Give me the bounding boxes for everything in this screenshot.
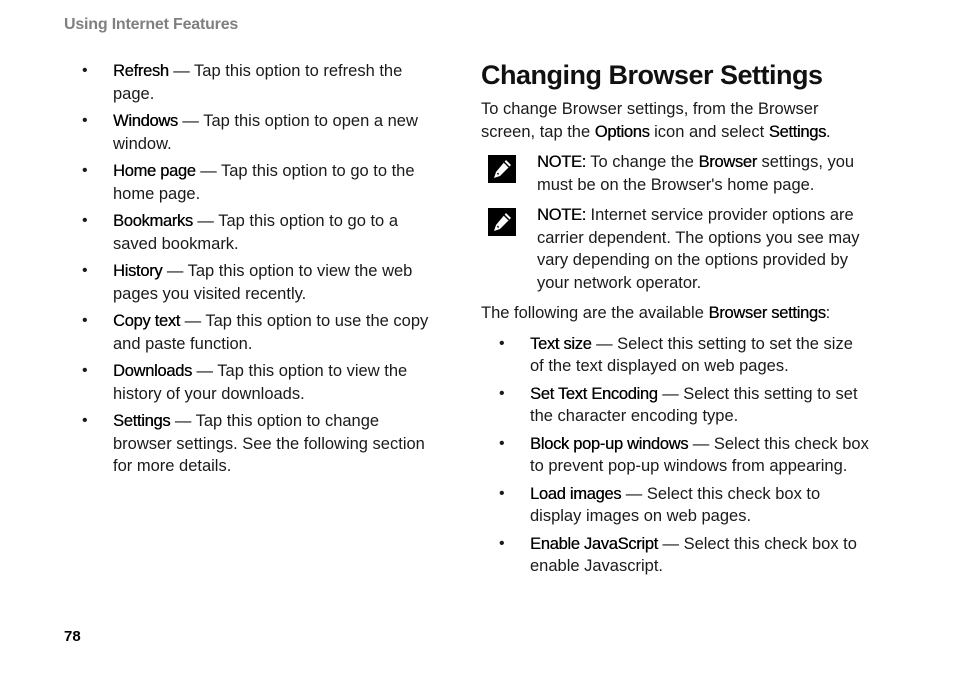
list-item xyxy=(80,360,435,405)
bullet: • xyxy=(82,212,88,229)
settings-intro-paragraph xyxy=(481,302,871,325)
item-description: — Select this setting to set the size of the text displayed on web pages. xyxy=(530,334,853,375)
item-term: History xyxy=(113,262,163,280)
settings-intro-text: The following are the available xyxy=(481,304,709,322)
item-term: Text size xyxy=(530,334,592,353)
right-column xyxy=(481,58,871,583)
bullet: • xyxy=(499,534,505,552)
item-description: — Select this check box to display images on web pages. xyxy=(530,484,821,525)
item-term: Downloads xyxy=(113,362,192,380)
intro-text: icon and select xyxy=(649,122,769,141)
intro-settings-term: Settings xyxy=(768,122,826,141)
list-item xyxy=(80,110,435,155)
list-item xyxy=(80,260,435,305)
item-term: Block pop-up windows xyxy=(530,434,689,453)
intro-text: To change Browser settings, from the Browser screen, tap the xyxy=(481,100,819,141)
item-description: — Tap this option to view the history of your downloads. xyxy=(113,362,408,403)
intro-options-term: Options xyxy=(594,122,650,141)
bullet: • xyxy=(499,384,505,402)
list-item xyxy=(481,533,871,578)
note-browser-home xyxy=(481,151,871,196)
item-description: — Tap this option to go to the home page. xyxy=(113,162,415,203)
item-description: — Tap this option to open a new window. xyxy=(113,112,418,153)
running-header: Using Internet Features xyxy=(64,16,239,33)
internet-options-list xyxy=(80,60,435,478)
item-term: Home page xyxy=(113,162,196,180)
list-item xyxy=(80,410,435,478)
item-term: Set Text Encoding xyxy=(530,384,658,403)
list-item xyxy=(481,333,871,378)
bullet: • xyxy=(499,334,505,352)
browser-settings-list xyxy=(481,333,871,578)
left-column xyxy=(80,60,435,483)
bullet: • xyxy=(82,412,88,429)
note-pencil-icon xyxy=(487,154,517,184)
item-term: Settings xyxy=(113,412,171,430)
bullet: • xyxy=(82,362,88,379)
list-item xyxy=(80,210,435,255)
item-term: Refresh xyxy=(113,62,169,80)
bullet: • xyxy=(499,434,505,452)
list-item xyxy=(481,383,871,428)
list-item xyxy=(481,483,871,528)
item-description: — Select this check box to prevent pop-up windows from appearing. xyxy=(530,434,869,475)
item-description: — Tap this option to use the copy and paste function. xyxy=(113,312,429,353)
list-item xyxy=(80,60,435,105)
item-term: Enable JavaScript xyxy=(530,534,658,553)
list-item xyxy=(80,310,435,355)
item-description: — Tap this option to refresh the page. xyxy=(113,62,403,103)
note-text: To change the xyxy=(585,153,699,171)
note-pencil-icon xyxy=(487,207,517,237)
list-item xyxy=(481,433,871,478)
note-text: Internet service provider options are carrier dependent. The options you see may vary depending on the options provided by your network operator. xyxy=(537,206,860,292)
item-term: Bookmarks xyxy=(113,212,193,230)
bullet: • xyxy=(82,62,88,79)
item-term: Copy text xyxy=(113,312,180,330)
note-isp-options xyxy=(481,204,871,294)
bullet: • xyxy=(499,484,505,502)
section-title: Changing Browser Settings xyxy=(481,60,823,90)
item-term: Load images xyxy=(530,484,622,503)
item-description: — Tap this option to go to a saved bookmark. xyxy=(113,212,398,253)
item-description: — Tap this option to change browser settings. See the following section for more details. xyxy=(113,412,425,475)
bullet: • xyxy=(82,262,88,279)
page-number: 78 xyxy=(64,628,81,645)
intro-text: . xyxy=(826,122,831,141)
note-browser-term: Browser xyxy=(698,153,757,171)
note-label: NOTE: xyxy=(537,153,586,171)
item-description: — Select this setting to set the character encoding type. xyxy=(530,384,858,425)
settings-intro-text: : xyxy=(825,304,831,322)
list-item xyxy=(80,160,435,205)
note-label: NOTE: xyxy=(537,206,586,224)
browser-settings-term: Browser settings xyxy=(708,304,826,322)
bullet: • xyxy=(82,112,88,129)
intro-paragraph xyxy=(481,98,871,143)
item-description: — Select this check box to enable Javascript. xyxy=(530,534,857,575)
item-term: Windows xyxy=(113,112,178,130)
note-text: settings, you must be on the Browser's home page. xyxy=(537,153,855,194)
item-description: — Tap this option to view the web pages you visited recently. xyxy=(113,262,413,303)
bullet: • xyxy=(82,312,88,329)
bullet: • xyxy=(82,162,88,179)
